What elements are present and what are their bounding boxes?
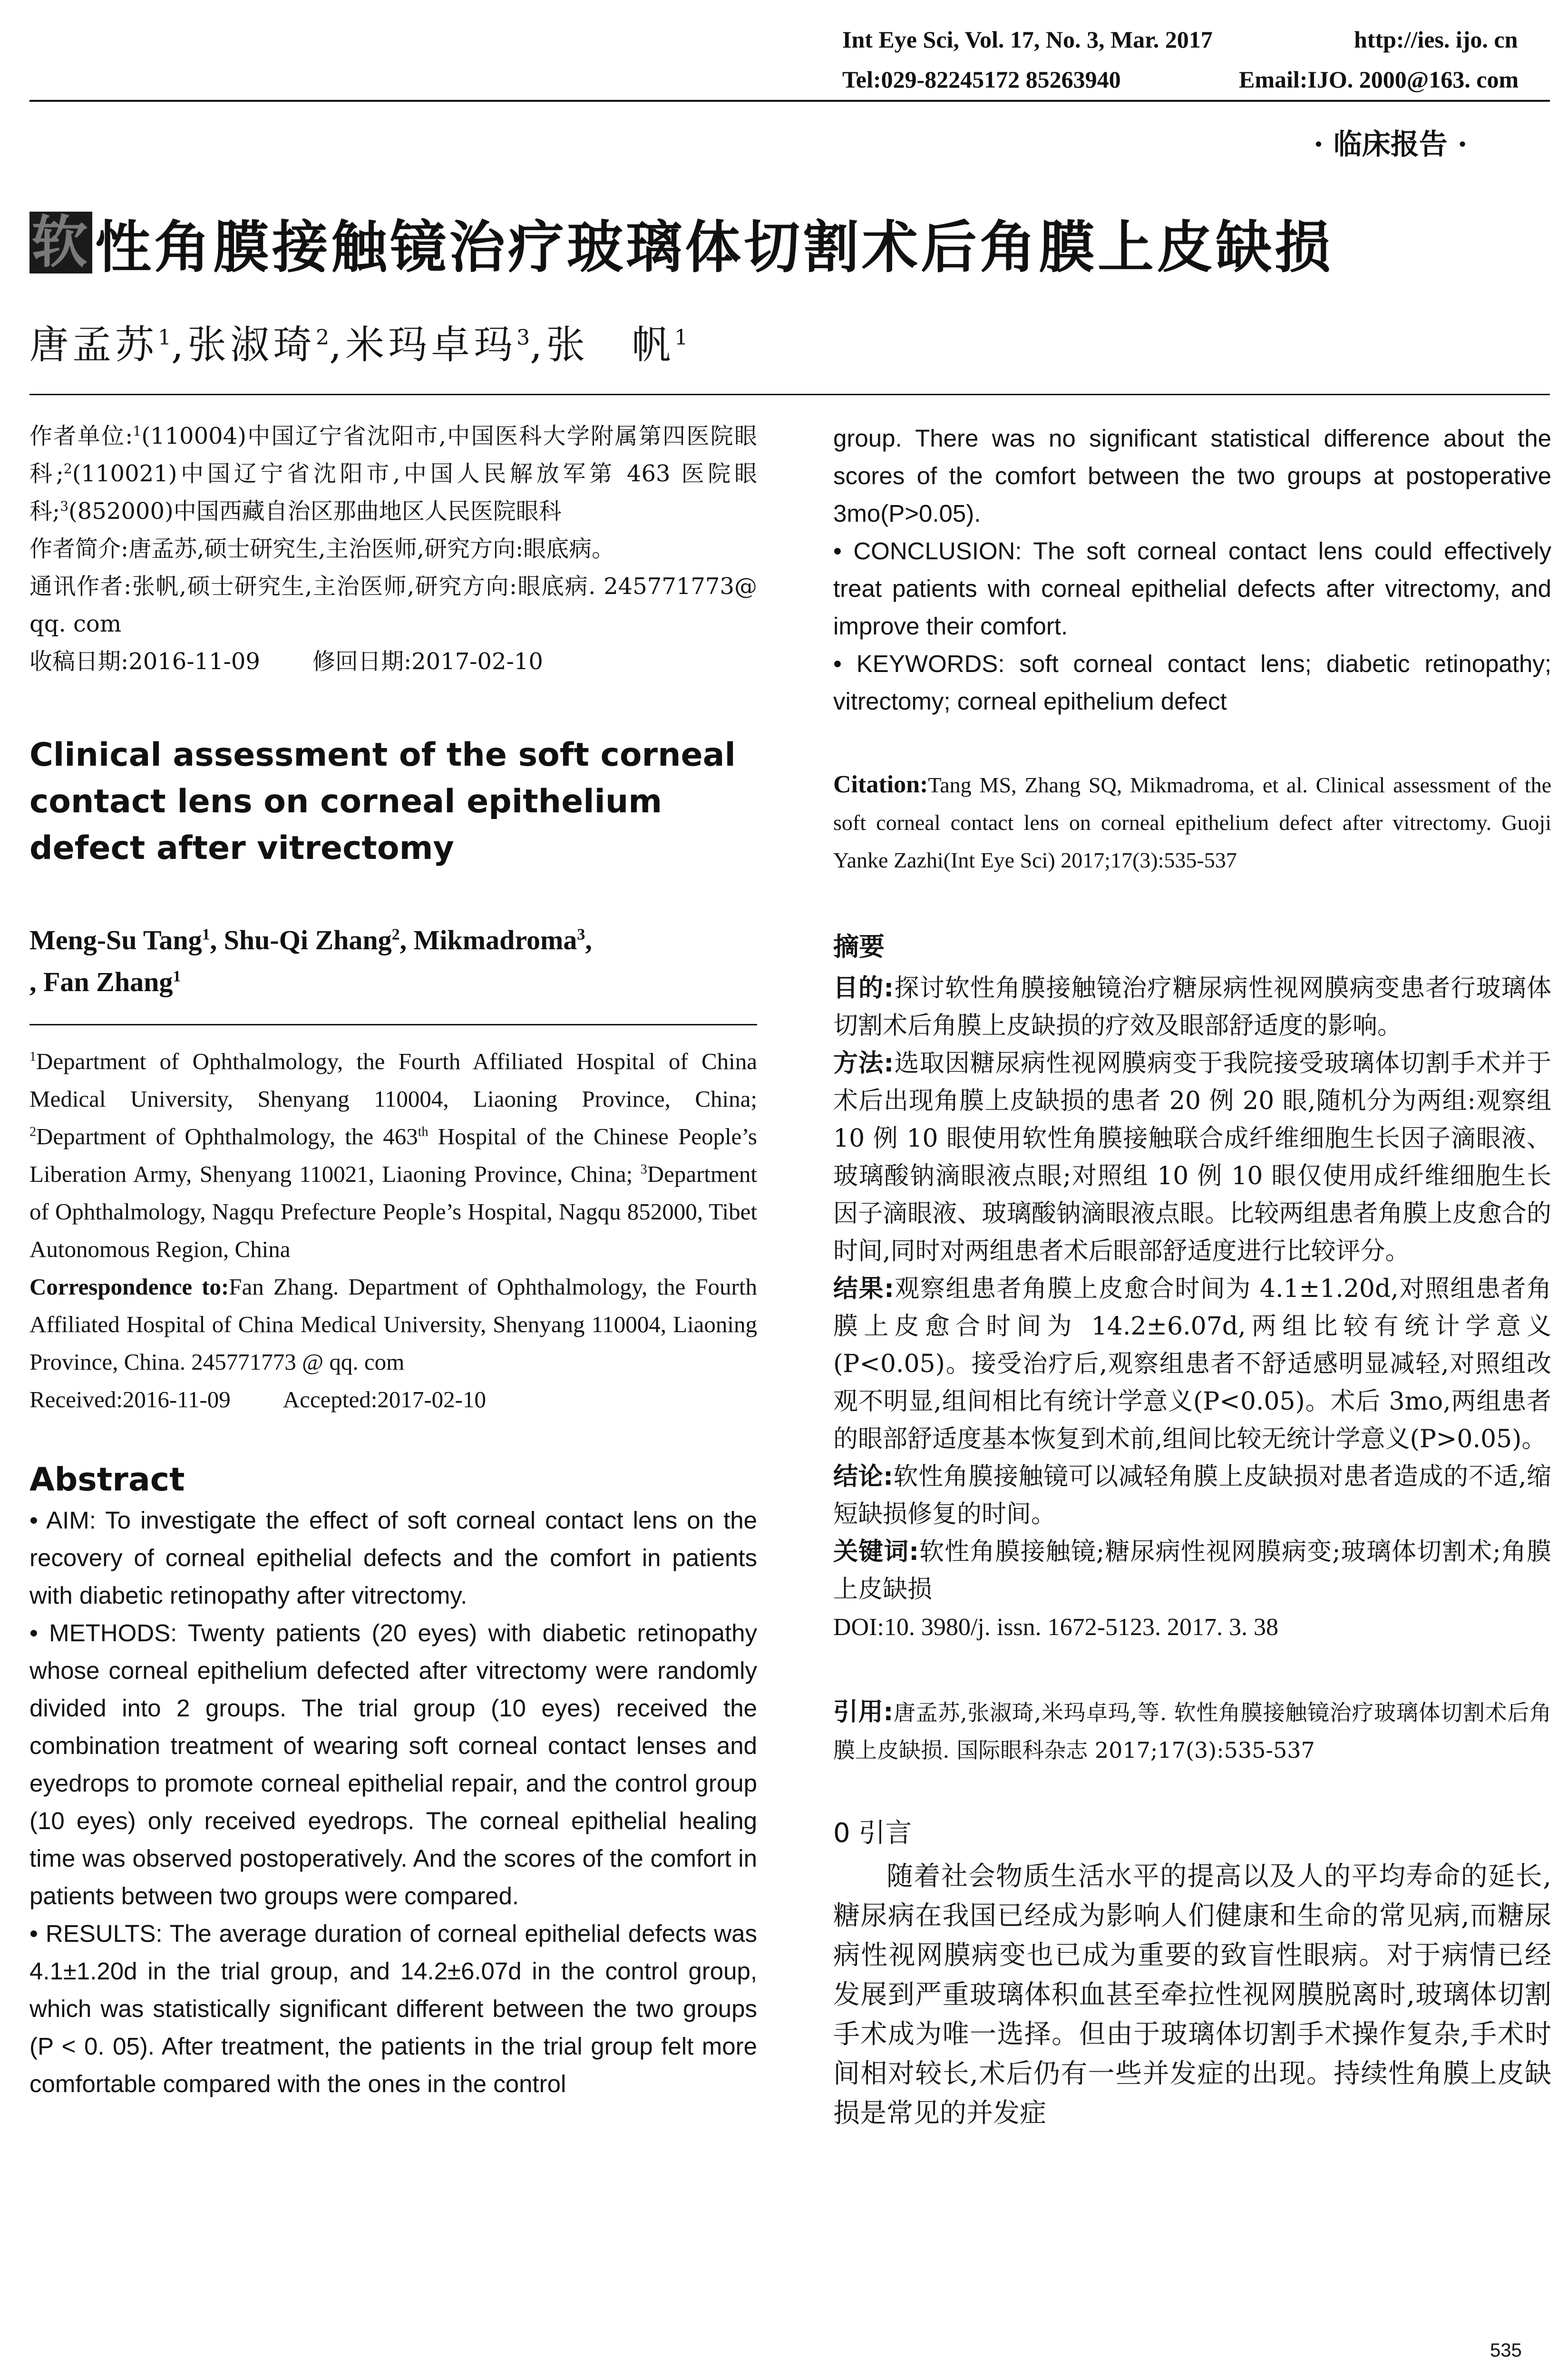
abstract-methods: • METHODS: Twenty patients (20 eyes) with diabetic retinopathy whose corneal epithelium defected after vitrectomy were randomly divided into 2 groups. The trial group (10 eyes) received the combination treatment of wearing soft corneal contact lenses and eyedrops to promote corneal epithelial repair, and the control group (10 eyes) only received eyedrops. The corneal epithelial healing time was observed postoperatively. And the scores of the comfort in patients between two groups were compared. — [29, 1619, 757, 1909]
abstract-cn-keywords: 关键词:软性角膜接触镜;糖尿病性视网膜病变;玻璃体切割术;角膜上皮缺损 — [833, 1538, 1551, 1604]
journal-tel: Tel:029-82245172 85263940 — [842, 66, 1121, 93]
english-correspondence: Correspondence to:Fan Zhang. Department of Ophthalmology, the Fourth Affiliated Hospital of China Medical University, Shenyang 110004, Liaoning Province, China. 245771773 @ qq. com — [29, 1274, 757, 1375]
journal-email[interactable]: Email:IJO. 2000@163. com — [1239, 66, 1519, 93]
citation-cn: 引用:唐孟苏,张淑琦,米玛卓玛,等. 软性角膜接触镜治疗玻璃体切割术后角膜上皮缺损. 国际眼科杂志 2017;17(3):535-537 — [833, 1698, 1551, 1763]
english-dates — [29, 1381, 757, 1418]
citation-en: Citation:Tang MS, Zhang SQ, Mikmadroma, et al. Clinical assessment of the soft corneal contact lens on corneal epithelium defect after vitrectomy. Guoji Yanke Zazhi(Int Eye Sci) 2017;17(3):535-537 — [833, 771, 1551, 872]
abstract-results: • RESULTS: The average duration of corneal epithelial defects was 4.1±1.20d in the trial group, and 14.2±6.07d in the control group, which was statistically significant different between the two groups (P < 0. 05). After treatment, the patients in the trial group felt more comfortable compared with the ones in the control — [29, 1920, 757, 2097]
accepted-date-en: Accepted:2017-02-10 — [282, 1386, 486, 1413]
english-title: Clinical assessment of the soft corneal contact lens on corneal epithelium defect after vitrectomy — [29, 736, 736, 867]
abstract-cn-methods: 方法:选取因糖尿病性视网膜病变于我院接受玻璃体切割手术并于术后出现角膜上皮缺损的患者 20 例 20 眼,随机分为两组:观察组 10 例 10 眼使用软性角膜接触联合成纤维细胞生长因子滴眼液、玻璃酸钠滴眼液点眼;对照组 10 例 10 眼仅使用成纤维细胞生长因子滴眼液、玻璃酸钠滴眼液点眼。比较两组患者角膜上皮愈合的时间,同时对两组患者术后眼部舒适度进行比较评分。 — [833, 1049, 1551, 1266]
english-authors: Meng-Su Tang$^1$, Shu-Qi Zhang$^2$, Mikmadroma$^3$, , Fan Zhang$^1$ — [29, 925, 592, 997]
author-bio-cn: 作者简介:唐孟苏,硕士研究生,主治医师,研究方向:眼底病。 — [29, 536, 615, 562]
abstract-results-cont: group. There was no significant statistical difference about the scores of the comfort between the two groups at postoperative 3mo(P>0.05). — [833, 425, 1551, 527]
abstract-conclusion: • CONCLUSION: The soft corneal contact lens could effectively treat patients with corneal epithelial defects after vitrectomy, and improve their comfort. — [833, 537, 1551, 640]
abstract-cn-aim: 目的:探讨软性角膜接触镜治疗糖尿病性视网膜病变患者行玻璃体切割术后角膜上皮缺损的疗效及眼部舒适度的影响。 — [833, 974, 1551, 1040]
received-date-cn: 收稿日期:2016-11-09 — [29, 648, 260, 675]
abstract-cn-results: 结果:观察组患者角膜上皮愈合时间为 4.1±1.20d,对照组患者角膜上皮愈合时间为 14.2±6.07d,两组比较有统计学意义(P<0.05)。接受治疗后,观察组患者不舒适感明显减轻,对照组改观不明显,组间相比有统计学意义(P<0.05)。术后 3mo,两组患者的眼部舒适度基本恢复到术前,组间比较无统计学意义(P>0.05)。 — [833, 1275, 1552, 1453]
english-affiliations: $^1$Department of Ophthalmology, the Fourth Affiliated Hospital of China Medical University, Shenyang 110004, Liaoning Province, China; $^2$Department of Ophthalmology, the 463th Hospital of the Chinese People’s Liberation Army, Shenyang 110021, Liaoning Province, China; $^3$Department of Ophthalmology, Nagqu Prefecture People’s Hospital, Nagqu 852000, Tibet Autonomous Region, China — [29, 1048, 757, 1262]
corresponding-author-cn: 通讯作者:张帆,硕士研究生,主治医师,研究方向:眼底病. 245771773@ qq. com — [29, 573, 757, 637]
page-number: 535 — [1490, 2340, 1522, 2361]
received-date-en: Received:2016-11-09 — [29, 1386, 231, 1413]
title-rest: 性角膜接触镜治疗玻璃体切割术后角膜上皮缺损 — [95, 214, 1334, 280]
intro-paragraph: 随着社会物质生活水平的提高以及人的平均寿命的延长,糖尿病在我国已经成为影响人们健康和生命的常见病,而糖尿病性视网膜病变也已成为重要的致盲性眼病。对于病情已经发展到严重玻璃体积血甚至牵拉性视网膜脱离时,玻璃体切割手术成为唯一选择。但由于玻璃体切割手术操作复杂,手术时间相对较长,术后仍有一些并发症的出现。持续性角膜上皮缺损是常见的并发症 — [833, 1861, 1551, 2129]
intro-heading: 0 引言 — [833, 1818, 912, 1849]
journal-url[interactable]: http://ies. ijo. cn — [1354, 26, 1518, 53]
left-column — [29, 418, 757, 2103]
abstract-heading: Abstract — [29, 1461, 185, 1499]
affiliation-cn: 作者单位:$^1$(110004)中国辽宁省沈阳市,中国医科大学附属第四医院眼科;$^2$(110021)中国辽宁省沈阳市,中国人民解放军第 463 医院眼科;$^3$(852000)中国西藏自治区那曲地区人民医院眼科 — [29, 423, 757, 525]
dates-cn — [29, 643, 757, 681]
right-column — [833, 419, 1551, 2133]
doi[interactable]: DOI:10. 3980/j. issn. 1672-5123. 2017. 3. 38 — [833, 1614, 1278, 1641]
abstract-aim: • AIM: To investigate the effect of soft corneal contact lens on the recovery of corneal epithelial defects and the comfort in patients with diabetic retinopathy after vitrectomy. — [29, 1507, 757, 1609]
article-title — [29, 202, 1334, 283]
title-rule — [29, 394, 1550, 395]
authors-cn: 唐孟苏$^1$,张淑琦$^2$,米玛卓玛$^3$,张 帆$^1$ — [29, 322, 688, 368]
header-rule — [29, 100, 1550, 102]
abstract-cn-conclusion: 结论:软性角膜接触镜可以减轻角膜上皮缺损对患者造成的不适,缩短缺损修复的时间。 — [833, 1462, 1552, 1529]
section-tag: · 临床报告 · — [1314, 128, 1468, 161]
journal-info: Int Eye Sci, Vol. 17, No. 3, Mar. 2017 — [842, 26, 1213, 53]
authors-rule — [29, 1024, 757, 1025]
revised-date-cn: 修回日期:2017-02-10 — [312, 648, 543, 675]
abstract-keywords: • KEYWORDS: soft corneal contact lens; diabetic retinopathy; vitrectomy; corneal epithelium defect — [833, 650, 1551, 715]
abstract-cn-heading: 摘要 — [833, 932, 885, 962]
title-first-char: 软 — [29, 212, 92, 273]
